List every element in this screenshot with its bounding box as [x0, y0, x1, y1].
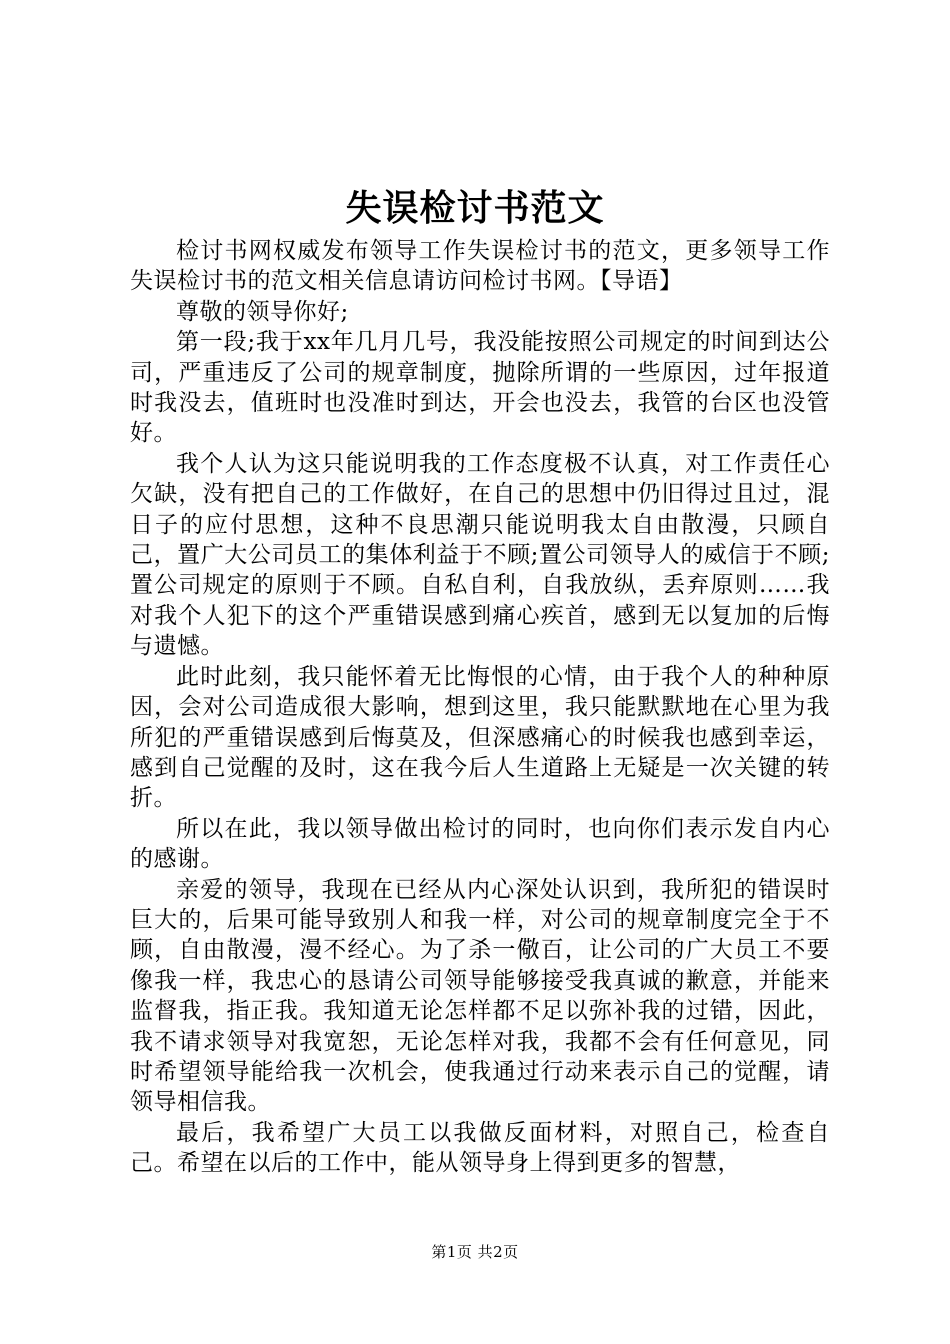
- paragraph-first-section: 第一段;我于xx年几月几号，我没能按照公司规定的时间到达公司，严重违反了公司的规章制度，抛除所谓的一些原因，过年报道时我没去，值班时也没准时到达，开会也没去，我管的台区也没管好。: [130, 329, 830, 447]
- paragraph-apology: 亲爱的领导，我现在已经从内心深处认识到，我所犯的错误时巨大的，后果可能导致别人和我一样，对公司的规章制度完全于不顾，自由散漫，漫不经心。为了杀一儆百，让公司的广大员工不要像我一样，我忠心的恳请公司领导能够接受我真诚的歉意，并能来监督我，指正我。我知道无论怎样都不足以弥补我的过错，因此，我不请求领导对我宽恕，无论怎样对我，我都不会有任何意见，同时希望领导能给我一次机会，使我通过行动来表示自己的觉醒，请领导相信我。: [130, 876, 830, 1116]
- paragraph-conclusion: 最后，我希望广大员工以我做反面材料，对照自己，检查自己。希望在以后的工作中，能从领导身上得到更多的智慧，: [130, 1119, 830, 1177]
- document-title: 失误检讨书范文: [345, 187, 605, 229]
- paragraph-self-reflection: 我个人认为这只能说明我的工作态度极不认真，对工作责任心欠缺，没有把自己的工作做好，在自己的思想中仍旧得过且过，混日子的应付思想，这种不良思潮只能说明我太自由散漫，只顾自己，置广大公司员工的集体利益于不顾;置公司领导人的威信于不顾;置公司规定的原则于不顾。自私自利，自我放纵，丢弃原则……我对我个人犯下的这个严重错误感到痛心疾首，感到无以复加的后悔与遗憾。: [130, 450, 830, 660]
- page-footer: 第1页 共2页: [431, 1243, 519, 1261]
- paragraph-regret: 此时此刻，我只能怀着无比悔恨的心情，由于我个人的种种原因，会对公司造成很大影响，想到这里，我只能默默地在心里为我所犯的严重错误感到后悔莫及，但深感痛心的时候我也感到幸运，感到自己觉醒的及时，这在我今后人生道路上无疑是一次关键的转折。: [130, 663, 830, 812]
- paragraph-salutation: 尊敬的领导你好;: [176, 298, 349, 325]
- paragraph-intro: 检讨书网权威发布领导工作失误检讨书的范文，更多领导工作失误检讨书的范文相关信息请访问检讨书网。【导语】: [130, 238, 830, 295]
- paragraph-thanks: 所以在此，我以领导做出检讨的同时，也向你们表示发自内心的感谢。: [130, 815, 830, 873]
- document-body: [130, 236, 830, 1179]
